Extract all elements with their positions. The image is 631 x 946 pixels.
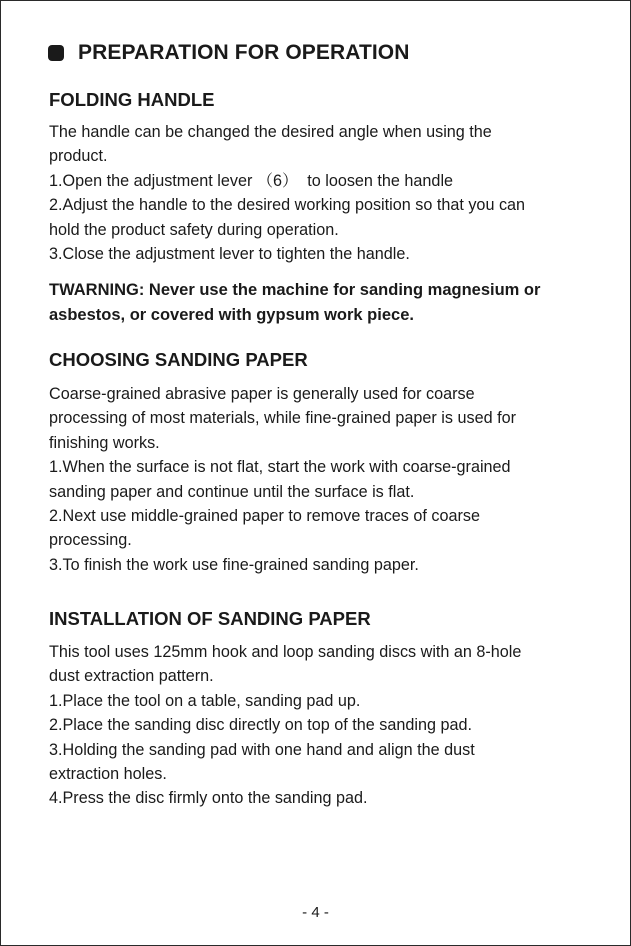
step-line: extraction holes.: [49, 765, 167, 784]
step-line: 3.To finish the work use fine-grained sanding paper.: [49, 555, 419, 574]
warning-line: TWARNING: Never use the machine for sanding magnesium or: [49, 281, 541, 299]
step-line: processing.: [49, 531, 132, 550]
page-number: - 4 -: [302, 904, 329, 921]
page-title: [48, 41, 410, 65]
step-line: 2.Adjust the handle to the desired working position so that you can: [49, 196, 526, 215]
folding-handle-text: [49, 120, 609, 266]
choosing-sanding-paper-heading: CHOOSING SANDING PAPER: [49, 349, 308, 370]
paragraph-line: Coarse-grained abrasive paper is generally used for coarse: [49, 385, 475, 403]
paragraph-line: dust extraction pattern.: [49, 667, 214, 686]
folding-handle-heading: FOLDING HANDLE: [49, 89, 215, 110]
paragraph-line: processing of most materials, while fine-grained paper is used for: [49, 409, 516, 428]
paragraph-line: The handle can be changed the desired angle when using the: [49, 123, 492, 141]
step-line: 3.Close the adjustment lever to tighten the handle.: [49, 245, 410, 264]
step-line: 1.Place the tool on a table, sanding pad up.: [49, 691, 361, 710]
warning-text: [49, 278, 609, 328]
page-title-text: PREPARATION FOR OPERATION: [78, 41, 410, 64]
step-line: 4.Press the disc firmly onto the sanding pad.: [49, 789, 368, 808]
installation-heading: INSTALLATION OF SANDING PAPER: [49, 608, 371, 629]
step-line: 2.Next use middle-grained paper to remove traces of coarse: [49, 507, 480, 526]
square-bullet-icon: [48, 45, 64, 61]
step-line: 3.Holding the sanding pad with one hand and align the dust: [49, 740, 475, 759]
step-line: hold the product safety during operation.: [49, 220, 339, 239]
step-line: 1.When the surface is not flat, start the work with coarse-grained: [49, 458, 511, 477]
step-line: sanding paper and continue until the surface is flat.: [49, 482, 415, 501]
step-line: 1.Open the adjustment lever （6） to loosen the handle: [49, 171, 454, 190]
installation-text: [49, 640, 609, 811]
choosing-sanding-paper-text: [49, 382, 609, 577]
step-line: 2.Place the sanding disc directly on top of the sanding pad.: [49, 716, 472, 735]
paragraph-line: This tool uses 125mm hook and loop sanding discs with an 8-hole: [49, 643, 522, 661]
paragraph-line: finishing works.: [49, 433, 160, 452]
warning-line: asbestos, or covered with gypsum work piece.: [49, 306, 414, 324]
paragraph-line: product.: [49, 147, 108, 166]
